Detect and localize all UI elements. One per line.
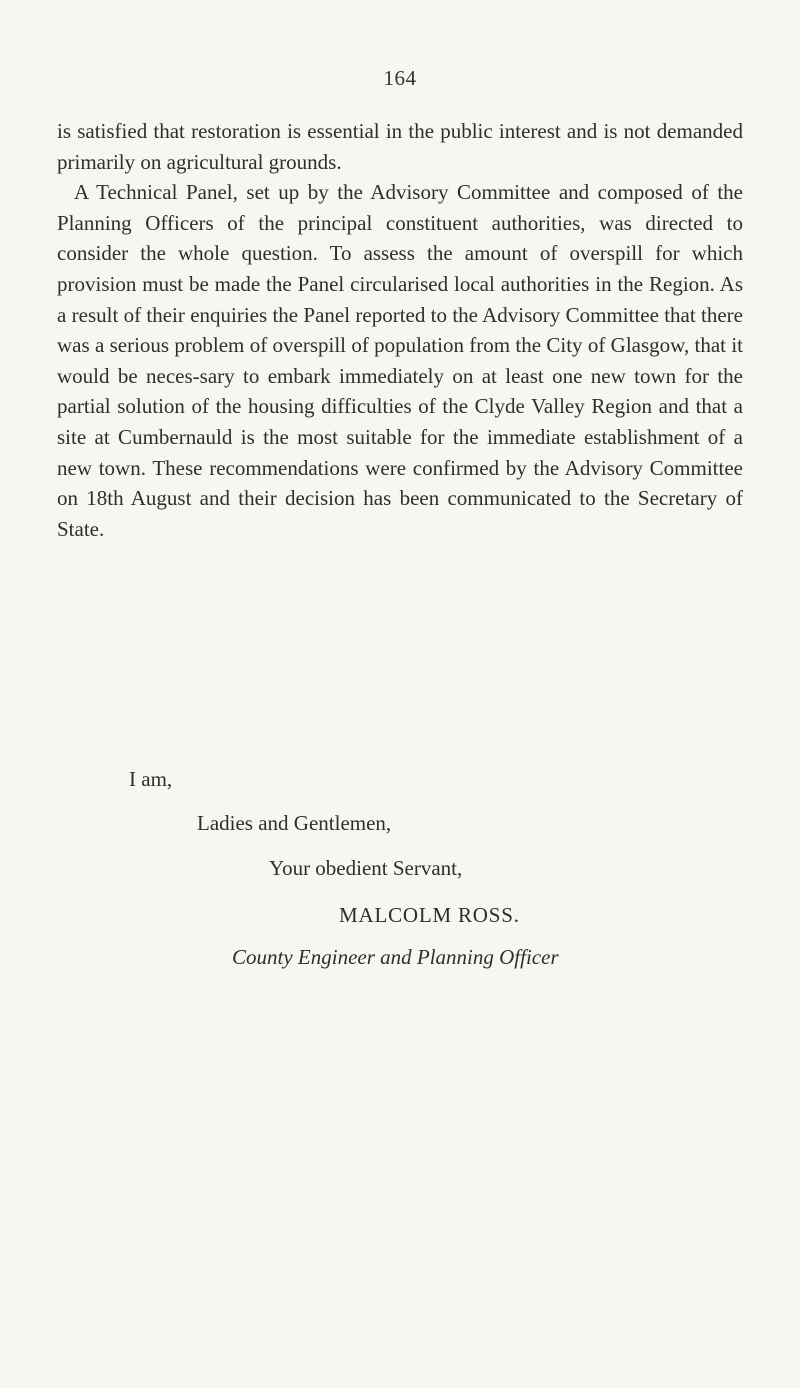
paragraph-continuation: is satisfied that restoration is essential in the public interest and is not demanded primarily on agricultural grounds. (57, 119, 743, 174)
closing-i-am: I am, (129, 767, 173, 791)
closing-salutation: Ladies and Gentlemen, (197, 811, 392, 835)
paragraph-technical-panel: A Technical Panel, set up by the Advisory Committee and composed of the Planning Officers of the principal constituent authorities, was directed to consider the whole question. To assess the amount of overspill for which provision must be made the Panel circularised local authorities in the Region. As a result of their enquiries the Panel reported to the Advisory Committee that there was a serious problem of overspill of population from the City of Glasgow, that it would be neces-sary to embark immediately on at least one new town for the partial solution of the housing difficulties of the Clyde Valley Region and that a site at Cumbernauld is the most suitable for the immediate establishment of a new town. These recommendations were confirmed by the Advisory Committee on 18th August and their decision has been communicated to the Secretary of State. (57, 180, 743, 541)
closing-sign-off: Your obedient Servant, (269, 856, 463, 880)
letter-body (57, 116, 743, 544)
signatory-name: MALCOLM ROSS. (339, 903, 520, 927)
signatory-title: County Engineer and Planning Officer (232, 945, 559, 969)
page-number: 164 (383, 66, 417, 90)
